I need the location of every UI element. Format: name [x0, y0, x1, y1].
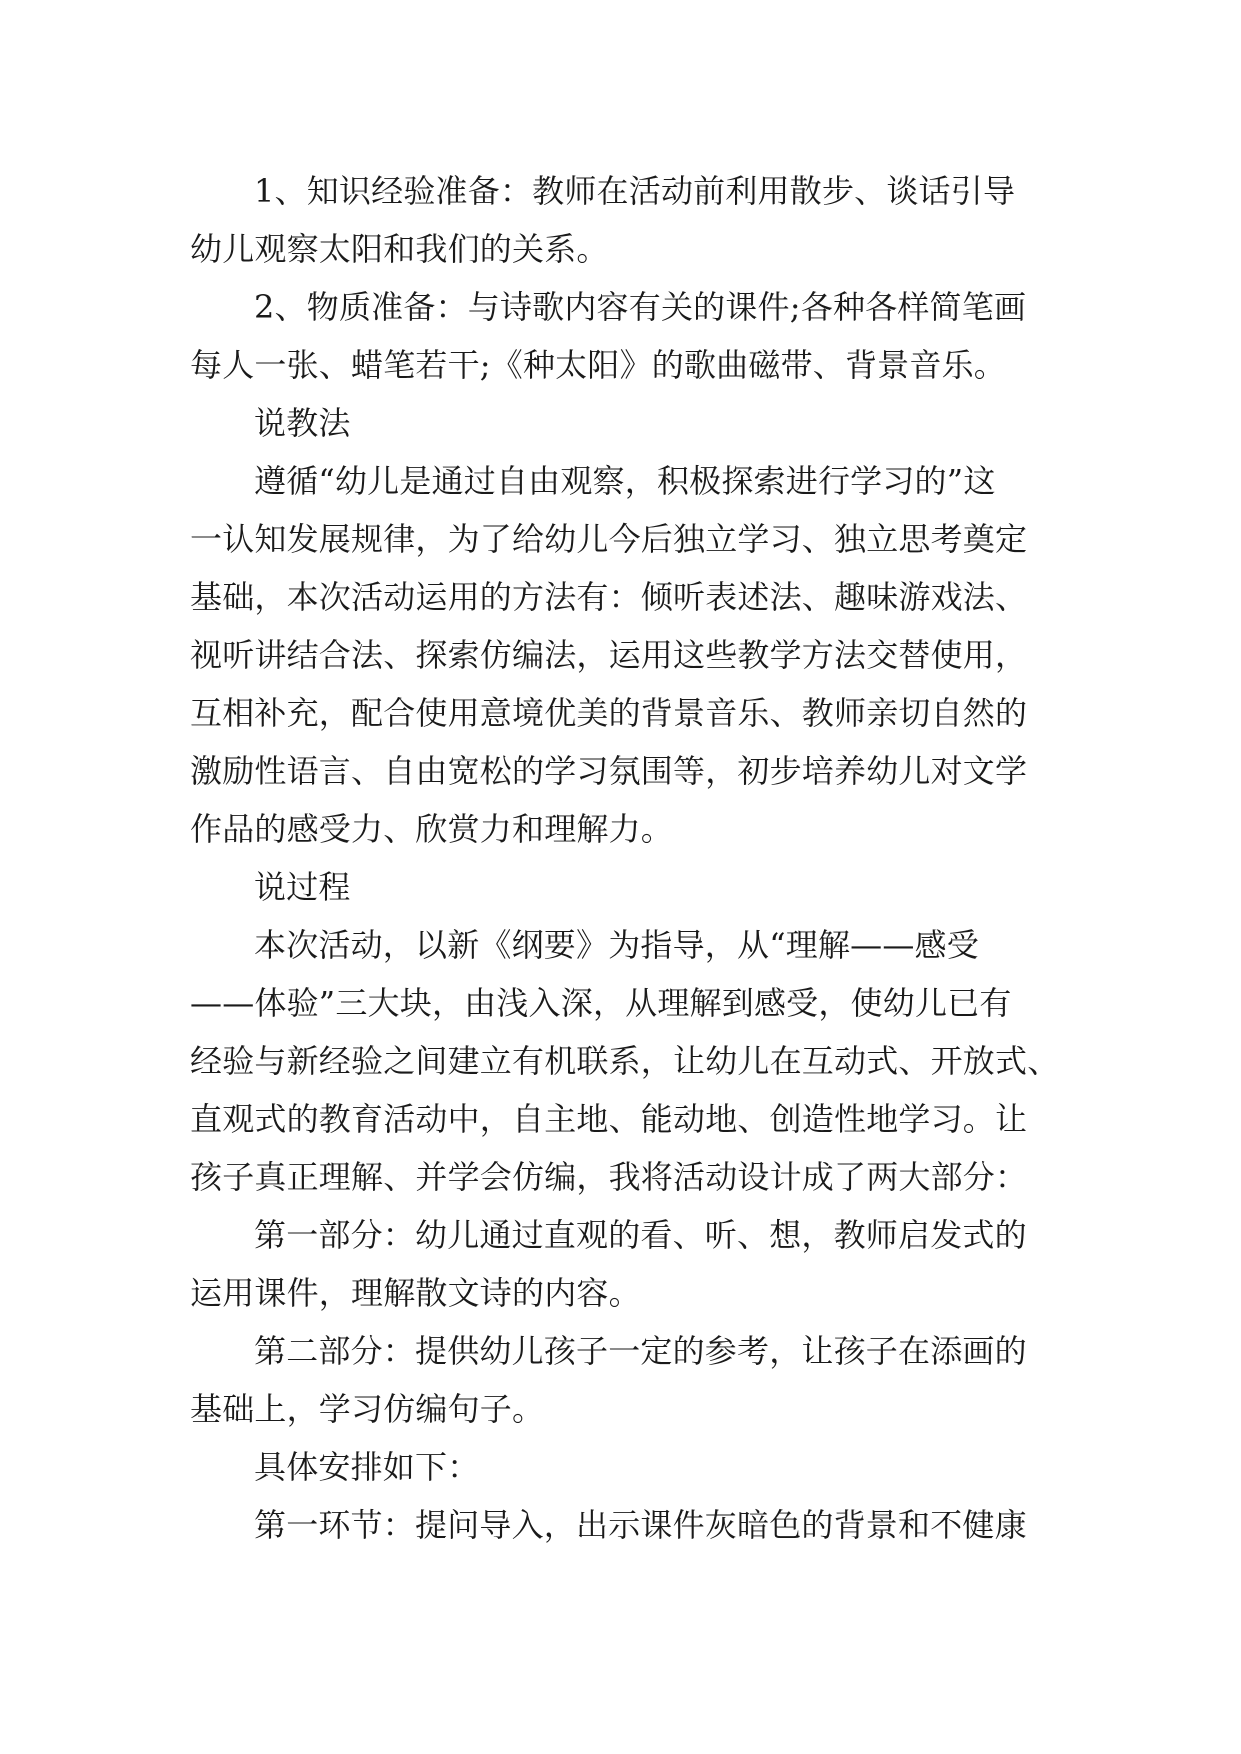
text-line: 每人一张、蜡笔若干;《种太阳》的歌曲磁带、背景音乐。 — [190, 346, 1006, 384]
text-line: 孩子真正理解、并学会仿编，我将活动设计成了两大部分： — [190, 1158, 1028, 1196]
text-line: 视听讲结合法、探索仿编法，运用这些教学方法交替使用， — [190, 636, 1028, 674]
text-line: 遵循“幼儿是通过自由观察，积极探索进行学习的”这 — [254, 462, 996, 500]
text-line: ——体验”三大块，由浅入深，从理解到感受，使幼儿已有 — [190, 984, 1012, 1022]
text-line: 幼儿观察太阳和我们的关系。 — [190, 230, 609, 268]
section-heading: 说过程 — [254, 868, 351, 906]
text-line: 第一环节：提问导入，出示课件灰暗色的背景和不健康 — [254, 1506, 1027, 1544]
section-heading: 说教法 — [254, 404, 351, 442]
text-line: 激励性语言、自由宽松的学习氛围等，初步培养幼儿对文学 — [190, 752, 1028, 790]
text-line: 第二部分：提供幼儿孩子一定的参考，让孩子在添画的 — [254, 1332, 1027, 1370]
text-line: 1、知识经验准备：教师在活动前利用散步、谈话引导 — [254, 172, 1016, 210]
text-line: 作品的感受力、欣赏力和理解力。 — [190, 810, 674, 848]
text-line: 具体安排如下： — [254, 1448, 480, 1486]
text-line: 直观式的教育活动中，自主地、能动地、创造性地学习。让 — [190, 1100, 1028, 1138]
text-line: 本次活动，以新《纲要》为指导，从“理解——感受 — [254, 926, 979, 964]
text-line: 互相补充，配合使用意境优美的背景音乐、教师亲切自然的 — [190, 694, 1028, 732]
text-line: 运用课件，理解散文诗的内容。 — [190, 1274, 641, 1312]
text-line: 2、物质准备：与诗歌内容有关的课件;各种各样简笔画 — [254, 288, 1027, 326]
text-line: 基础，本次活动运用的方法有：倾听表述法、趣味游戏法、 — [190, 578, 1028, 616]
text-line: 经验与新经验之间建立有机联系，让幼儿在互动式、开放式、 — [190, 1042, 1060, 1080]
text-line: 基础上，学习仿编句子。 — [190, 1390, 545, 1428]
text-line: 第一部分：幼儿通过直观的看、听、想，教师启发式的 — [254, 1216, 1027, 1254]
text-line: 一认知发展规律，为了给幼儿今后独立学习、独立思考奠定 — [190, 520, 1028, 558]
document-body — [190, 162, 1060, 1554]
